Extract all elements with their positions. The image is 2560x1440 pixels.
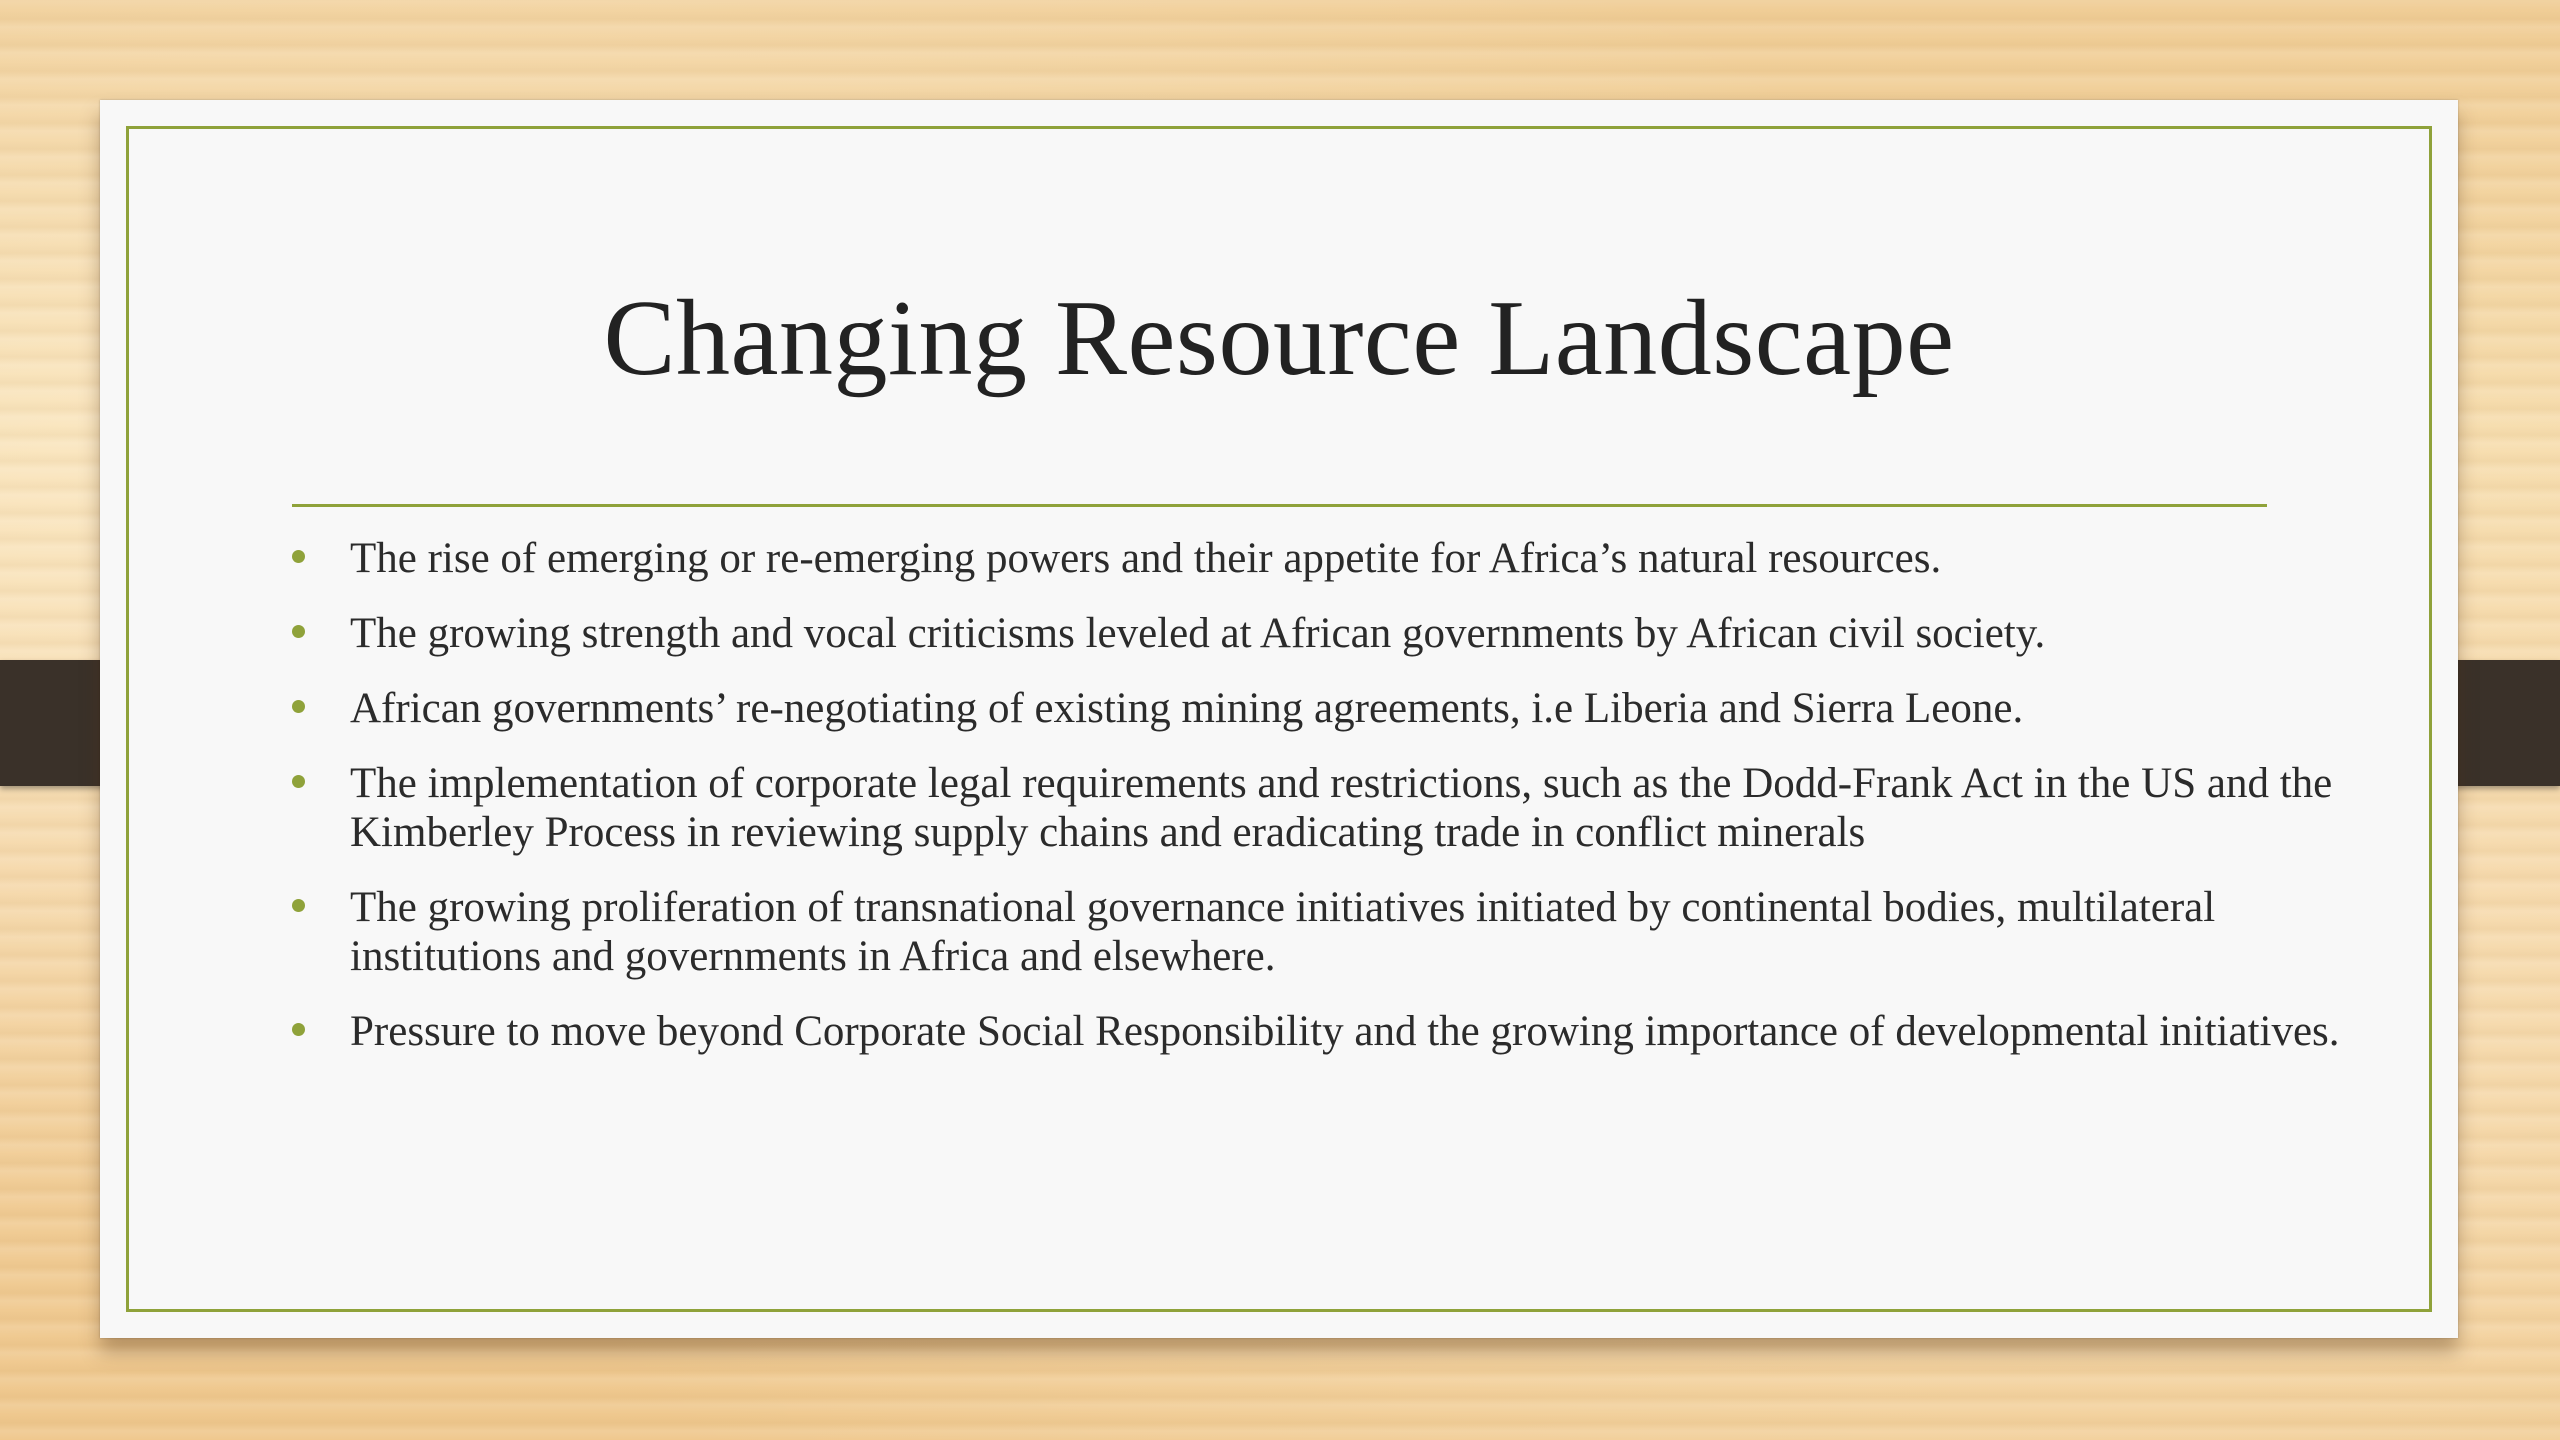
bullet-item — [292, 1007, 2342, 1056]
bullet-text: The growing strength and vocal criticisms leveled at African governments by African civil society. — [350, 610, 2046, 657]
bullet-dot-icon — [292, 1023, 305, 1036]
bullet-item — [292, 609, 2342, 658]
bullet-dot-icon — [292, 775, 305, 788]
bullet-dot-icon — [292, 550, 305, 563]
bullet-dot-icon — [292, 700, 305, 713]
bullet-dot-icon — [292, 625, 305, 638]
bullet-text: The implementation of corporate legal requirements and restrictions, such as the Dodd-Frank Act in the US and the Kimberley Process in reviewing supply chains and eradicating trade in conflict minerals — [350, 760, 2333, 856]
bullet-dot-icon — [292, 899, 305, 912]
bullet-item — [292, 534, 2342, 583]
bullet-text: The rise of emerging or re-emerging powers and their appetite for Africa’s natural resources. — [350, 535, 1942, 582]
bullet-item — [292, 759, 2342, 857]
bullet-list — [292, 534, 2342, 1082]
slide-title: Changing Resource Landscape — [603, 279, 1955, 398]
slide-card — [100, 100, 2458, 1338]
title-divider — [292, 504, 2267, 507]
bullet-text: The growing proliferation of transnational governance initiatives initiated by continental bodies, multilateral institutions and governments in Africa and elsewhere. — [350, 884, 2216, 980]
bullet-item — [292, 684, 2342, 733]
bullet-text: Pressure to move beyond Corporate Social Responsibility and the growing importance of developmental initiatives. — [350, 1008, 2340, 1055]
bullet-text: African governments’ re-negotiating of existing mining agreements, i.e Liberia and Sierra Leone. — [350, 685, 2024, 732]
bullet-item — [292, 883, 2342, 981]
